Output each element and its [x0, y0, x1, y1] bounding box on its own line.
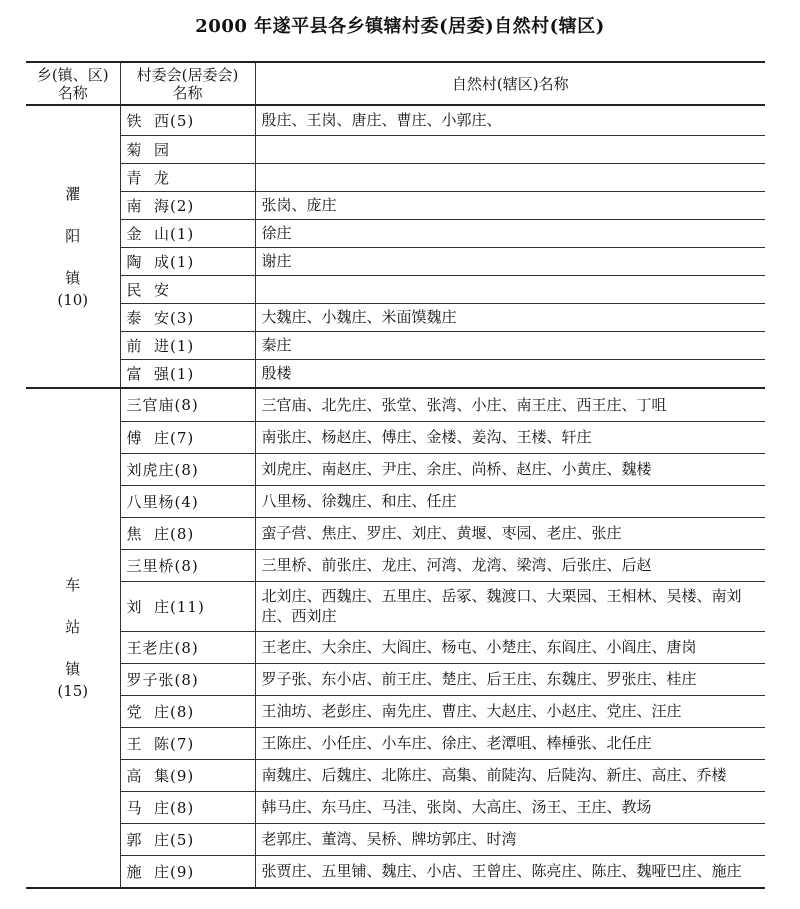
committee-name: 菊 园 [120, 135, 255, 163]
table-row [26, 135, 765, 163]
town-cell [26, 105, 120, 388]
committee-name: 三里桥(8) [120, 549, 255, 581]
village-list: 老郭庄、董湾、吴桥、牌坊郭庄、时湾 [255, 823, 765, 855]
village-list: 大魏庄、小魏庄、米面馍魏庄 [255, 303, 765, 331]
committee-name: 泰 安(3) [120, 303, 255, 331]
table-row [26, 163, 765, 191]
village-list: 蛮子营、焦庄、罗庄、刘庄、黄堰、枣园、老庄、张庄 [255, 517, 765, 549]
header-committee [120, 62, 255, 105]
committee-name: 王老庄(8) [120, 631, 255, 663]
table-row [26, 191, 765, 219]
header-committee-line1: 村委会(居委会) [136, 65, 239, 84]
committee-name: 金 山(1) [120, 219, 255, 247]
table-row [26, 219, 765, 247]
committee-name: 王 陈(7) [120, 727, 255, 759]
village-list: 三官庙、北先庄、张堂、张湾、小庄、南王庄、西王庄、丁咀 [255, 388, 765, 421]
village-list: 南张庄、杨赵庄、傅庄、金楼、姜沟、王楼、轩庄 [255, 421, 765, 453]
village-list [255, 163, 765, 191]
town-count: (10) [57, 290, 89, 309]
table-row [26, 727, 765, 759]
table-header-row [26, 62, 765, 105]
committee-name: 青 龙 [120, 163, 255, 191]
committee-name: 八里杨(4) [120, 485, 255, 517]
table-row [26, 247, 765, 275]
village-list: 罗子张、东小店、前王庄、楚庄、后王庄、东魏庄、罗张庄、桂庄 [255, 663, 765, 695]
town-char: 阳 [65, 226, 81, 245]
town-char: 镇 [65, 660, 81, 678]
table-row [26, 303, 765, 331]
committee-name: 刘虎庄(8) [120, 453, 255, 485]
committee-name: 施 庄(9) [120, 855, 255, 888]
village-list [255, 275, 765, 303]
village-list: 张岗、庞庄 [255, 191, 765, 219]
header-town [26, 62, 120, 105]
town-char: 镇 [65, 268, 81, 287]
header-town-line2: 名称 [57, 83, 88, 102]
table-row [26, 581, 765, 631]
table-row [26, 388, 765, 421]
committee-name: 高 集(9) [120, 759, 255, 791]
committee-name: 傅 庄(7) [120, 421, 255, 453]
village-list: 南魏庄、后魏庄、北陈庄、高集、前陡沟、后陡沟、新庄、高庄、乔楼 [255, 759, 765, 791]
village-list: 韩马庄、东马庄、马洼、张岗、大高庄、汤王、王庄、教场 [255, 791, 765, 823]
village-list: 秦庄 [255, 331, 765, 359]
village-list: 八里杨、徐魏庄、和庄、任庄 [255, 485, 765, 517]
village-list: 张贾庄、五里铺、魏庄、小店、王曾庄、陈亮庄、陈庄、魏哑巴庄、施庄 [255, 855, 765, 888]
table-row [26, 663, 765, 695]
village-list: 王陈庄、小任庄、小车庄、徐庄、老潭咀、棒棰张、北任庄 [255, 727, 765, 759]
committee-name: 焦 庄(8) [120, 517, 255, 549]
committee-name: 陶 成(1) [120, 247, 255, 275]
committee-name: 铁 西(5) [120, 105, 255, 135]
table-row [26, 517, 765, 549]
village-table [26, 61, 765, 889]
committee-name: 罗子张(8) [120, 663, 255, 695]
header-villages: 自然村(辖区)名称 [255, 62, 765, 105]
table-row [26, 421, 765, 453]
table-row [26, 631, 765, 663]
table-row [26, 823, 765, 855]
town-char: 车 [65, 576, 81, 594]
table-row [26, 275, 765, 303]
table-row [26, 759, 765, 791]
committee-name: 三官庙(8) [120, 388, 255, 421]
village-list: 北刘庄、西魏庄、五里庄、岳冢、魏渡口、大栗园、王相林、吴楼、南刘庄、西刘庄 [255, 581, 765, 631]
committee-name: 前 进(1) [120, 331, 255, 359]
village-list: 王老庄、大余庄、大阎庄、杨屯、小楚庄、东阎庄、小阎庄、唐岗 [255, 631, 765, 663]
town-cell [26, 388, 120, 888]
committee-name: 郭 庄(5) [120, 823, 255, 855]
village-list: 刘虎庄、南赵庄、尹庄、余庄、尚桥、赵庄、小黄庄、魏楼 [255, 453, 765, 485]
committee-name: 马 庄(8) [120, 791, 255, 823]
table-row [26, 791, 765, 823]
committee-name: 富 强(1) [120, 359, 255, 388]
village-list [255, 135, 765, 163]
table-row [26, 549, 765, 581]
town-count: (15) [57, 682, 89, 700]
header-town-line1: 乡(镇、区) [36, 65, 109, 84]
committee-name: 刘 庄(11) [120, 581, 255, 631]
table-row [26, 105, 765, 135]
table-row [26, 855, 765, 888]
document-title: 2000 年遂平县各乡镇辖村委(居委)自然村(辖区) [195, 16, 605, 37]
village-list: 谢庄 [255, 247, 765, 275]
village-list: 徐庄 [255, 219, 765, 247]
town-char: 灈 [65, 184, 81, 203]
village-list: 王油坊、老彭庄、南先庄、曹庄、大赵庄、小赵庄、党庄、汪庄 [255, 695, 765, 727]
committee-name: 民 安 [120, 275, 255, 303]
village-list: 殷庄、王岗、唐庄、曹庄、小郭庄、 [255, 105, 765, 135]
committee-name: 南 海(2) [120, 191, 255, 219]
header-committee-line2: 名称 [172, 83, 203, 102]
table-row [26, 485, 765, 517]
table-row [26, 453, 765, 485]
table-row [26, 331, 765, 359]
table-row [26, 359, 765, 388]
table-row [26, 695, 765, 727]
village-list: 殷楼 [255, 359, 765, 388]
committee-name: 党 庄(8) [120, 695, 255, 727]
town-char: 站 [65, 618, 81, 636]
village-list: 三里桥、前张庄、龙庄、河湾、龙湾、梁湾、后张庄、后赵 [255, 549, 765, 581]
